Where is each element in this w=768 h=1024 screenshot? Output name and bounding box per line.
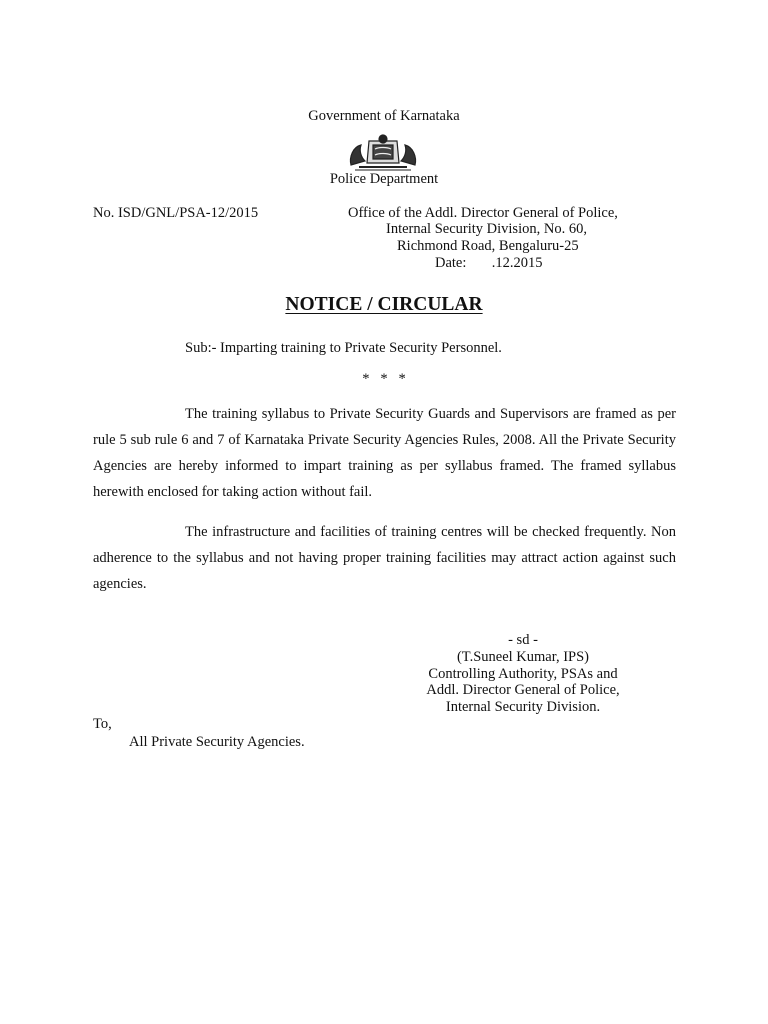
signatory-designation: Internal Security Division.	[445, 699, 601, 715]
office-line: Office of the Addl. Director General of Police,	[348, 205, 618, 221]
signatory-name: (T.Suneel Kumar, IPS)	[456, 649, 590, 665]
separator-stars: * * *	[362, 371, 406, 387]
state-emblem-icon	[345, 133, 421, 173]
paragraph-text: The training syllabus to Private Security Guards and Supervisors are framed as per rule 5 sub rule 6 and 7 of Karnataka Private Security Agencies Rules, 2008. All the Private Security Agencies are hereby informed to impart training as per syllabus framed. The framed syllabus herewith enclosed for taking action without fail.	[93, 406, 676, 500]
office-line: Richmond Road, Bengaluru-25	[397, 238, 579, 254]
body-paragraph	[93, 401, 676, 505]
government-heading: Government of Karnataka	[308, 108, 460, 124]
document-date: Date: .12.2015	[435, 255, 543, 271]
addressee-recipient: All Private Security Agencies.	[129, 734, 305, 750]
office-line: Internal Security Division, No. 60,	[386, 221, 587, 237]
signatory-designation: Controlling Authority, PSAs and	[428, 666, 618, 682]
subject-line: Sub:- Imparting training to Private Security Personnel.	[185, 340, 502, 356]
signatory-designation: Addl. Director General of Police,	[426, 682, 620, 698]
department-heading: Police Department	[329, 171, 439, 187]
reference-number: No. ISD/GNL/PSA-12/2015	[93, 205, 259, 221]
addressee-label: To,	[93, 716, 112, 732]
body-paragraph	[93, 519, 676, 597]
page-title: NOTICE / CIRCULAR	[285, 294, 483, 315]
signature-sd: - sd -	[508, 632, 538, 648]
paragraph-text: The infrastructure and facilities of training centres will be checked frequently. Non adherence to the syllabus and not having proper training facilities may attract action against such agencies.	[93, 524, 676, 592]
